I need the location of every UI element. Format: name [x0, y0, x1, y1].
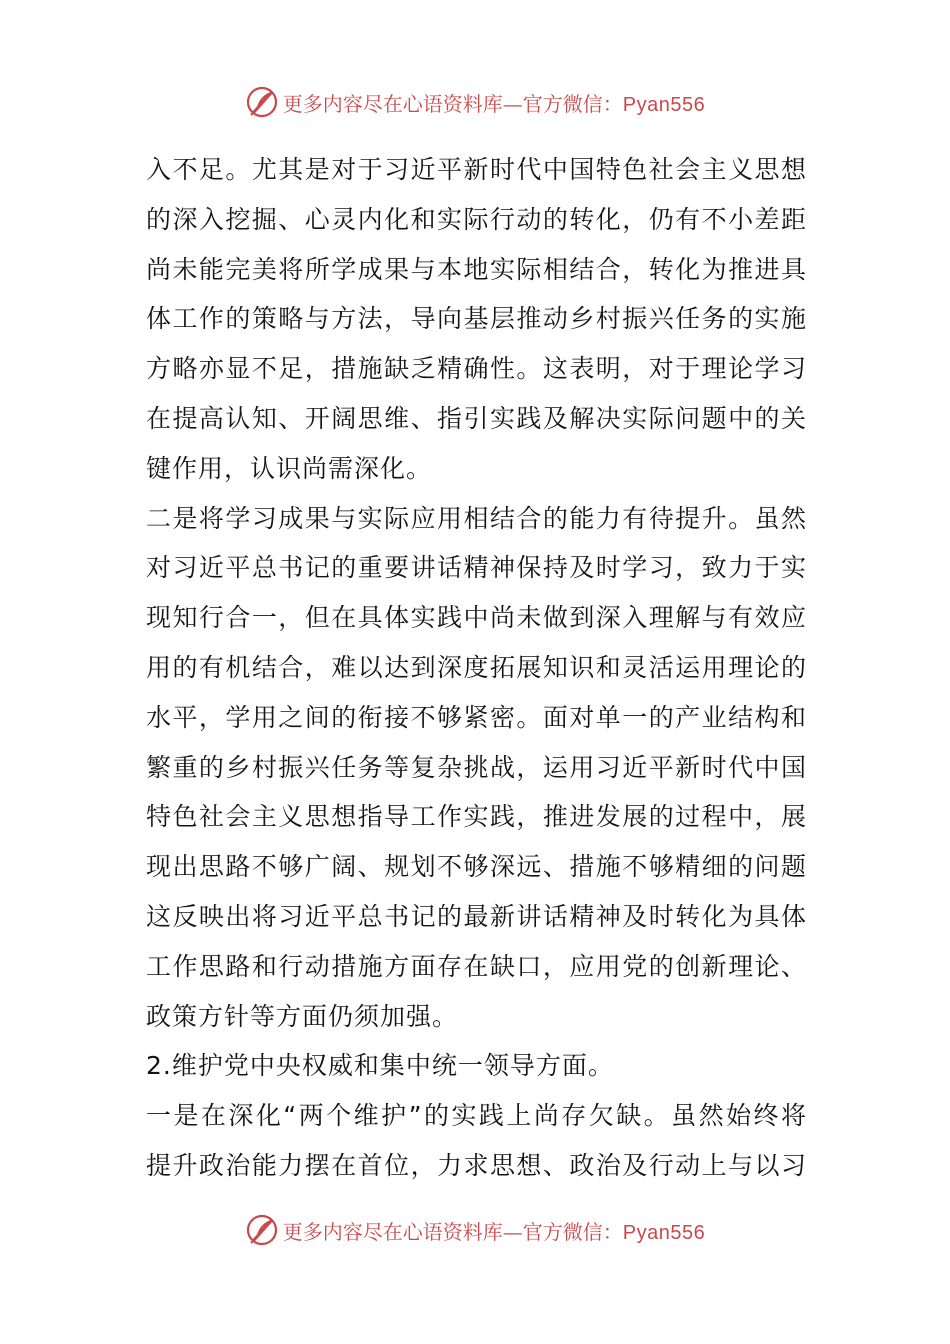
text-line: 现知行合一，但在具体实践中尚未做到深入理解与有效应 — [146, 603, 806, 633]
text-line: 二是将学习成果与实际应用相结合的能力有待提升。虽然 — [146, 503, 806, 533]
text-line: 水平，学用之间的衔接不够紧密。面对单一的产业结构和 — [146, 702, 806, 732]
footer-wechat-id: Pyan556 — [622, 1221, 706, 1244]
text-line: 现出思路不够广阔、规划不够深远、措施不够精细的问题 — [146, 852, 806, 882]
text-line: 的深入挖掘、心灵内化和实际行动的转化，仍有不小差距 — [146, 204, 806, 234]
text-line: 工作思路和行动措施方面存在缺口，应用党的创新理论、 — [146, 951, 806, 981]
text-line: 这反映出将习近平总书记的最新讲话精神及时转化为具体 — [146, 901, 806, 931]
footer-separator: — — [502, 1219, 523, 1244]
header-separator: — — [502, 91, 523, 116]
text-line: 提升政治能力摆在首位，力求思想、政治及行动上与以习 — [146, 1150, 806, 1180]
header-wechat-id: Pyan556 — [622, 93, 706, 116]
text-line: 对习近平总书记的重要讲话精神保持及时学习，致力于实 — [146, 553, 806, 583]
text-line: 用的有机结合，难以达到深度拓展知识和灵活运用理论的 — [146, 652, 806, 682]
text-line: 体工作的策略与方法，导向基层推动乡村振兴任务的实施 — [146, 304, 806, 334]
footer-watermark-banner — [0, 1210, 950, 1250]
text-line: 政策方针等方面仍须加强。 — [146, 1001, 459, 1031]
footer-watermark-text — [283, 1216, 705, 1245]
text-line: 入不足。尤其是对于习近平新时代中国特色社会主义思想 — [146, 155, 806, 184]
footer-brand: 更多内容尽在心语资料库 — [282, 1219, 503, 1244]
header-watermark-text — [283, 88, 705, 117]
text-line: 一是在深化“两个维护”的实践上尚存欠缺。虽然始终将 — [146, 1101, 806, 1131]
header-wechat-label: 官方微信： — [522, 91, 623, 116]
quill-logo-icon — [245, 85, 279, 119]
text-line: 在提高认知、开阔思维、指引实践及解决实际问题中的关 — [146, 403, 806, 433]
text-line: 方略亦显不足，措施缺乏精确性。这表明，对于理论学习 — [146, 354, 806, 384]
text-line: 键作用，认识尚需深化。 — [146, 453, 433, 483]
text-line: 特色社会主义思想指导工作实践，推进发展的过程中，展 — [146, 802, 806, 832]
footer-wechat-label: 官方微信： — [522, 1219, 623, 1244]
text-line: 尚未能完美将所学成果与本地实际相结合，转化为推进具 — [146, 254, 806, 284]
header-brand: 更多内容尽在心语资料库 — [282, 91, 503, 116]
document-body — [146, 145, 806, 1191]
text-line: 繁重的乡村振兴任务等复杂挑战，运用习近平新时代中国 — [146, 752, 806, 782]
quill-logo-icon — [245, 1213, 279, 1247]
section-heading: 2.维护党中央权威和集中统一领导方面。 — [146, 1051, 614, 1081]
header-watermark-banner — [0, 82, 950, 122]
